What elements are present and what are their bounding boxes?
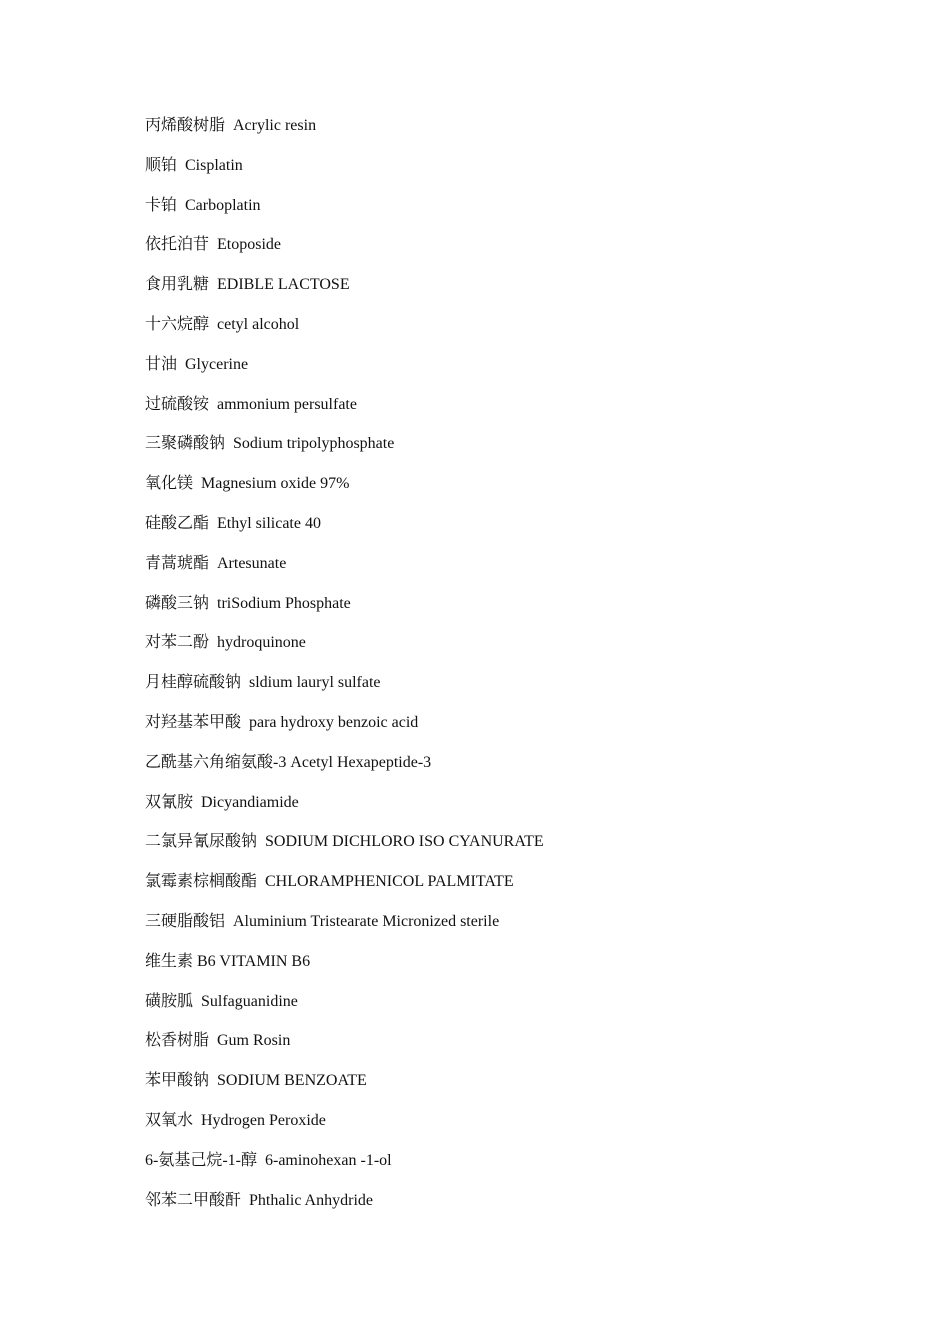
list-item: 青蒿琥酯 Artesunate <box>145 554 287 572</box>
list-item: 维生素 B6 VITAMIN B6 <box>145 952 311 970</box>
list-item: 三聚磷酸钠 Sodium tripolyphosphate <box>145 435 395 453</box>
list-item: 双氰胺 Dicyandiamide <box>145 793 299 811</box>
list-item: 松香树脂 Gum Rosin <box>145 1032 291 1050</box>
list-item: 氧化镁 Magnesium oxide 97% <box>145 475 350 493</box>
chemical-name-list <box>145 112 905 1226</box>
list-item: 顺铂 Cisplatin <box>145 156 243 174</box>
list-item: 苯甲酸钠 SODIUM BENZOATE <box>145 1072 367 1090</box>
list-item: 月桂醇硫酸钠 sldium lauryl sulfate <box>145 674 381 692</box>
list-item: 磺胺胍 Sulfaguanidine <box>145 992 298 1010</box>
list-item: 依托泊苷 Etoposide <box>145 236 281 254</box>
list-item: 6-氨基己烷-1-醇 6-aminohexan -1-ol <box>145 1151 392 1169</box>
list-item: 二氯异氰尿酸钠 SODIUM DICHLORO ISO CYANURATE <box>145 833 544 851</box>
list-item: 乙酰基六角缩氨酸-3 Acetyl Hexapeptide-3 <box>145 753 432 771</box>
list-item: 对苯二酚 hydroquinone <box>145 634 306 652</box>
list-item: 对羟基苯甲酸 para hydroxy benzoic acid <box>145 713 419 731</box>
list-item: 硅酸乙酯 Ethyl silicate 40 <box>145 514 321 532</box>
list-item: 甘油 Glycerine <box>145 355 249 373</box>
list-item: 氯霉素棕榈酸酯 CHLORAMPHENICOL PALMITATE <box>145 873 514 891</box>
list-item: 邻苯二甲酸酐 Phthalic Anhydride <box>145 1191 373 1209</box>
list-item: 丙烯酸树脂 Acrylic resin <box>145 117 317 134</box>
list-item: 双氧水 Hydrogen Peroxide <box>145 1111 326 1129</box>
list-item: 过硫酸铵 ammonium persulfate <box>145 395 357 413</box>
list-item: 食用乳糖 EDIBLE LACTOSE <box>145 276 350 294</box>
list-item: 磷酸三钠 triSodium Phosphate <box>145 594 351 612</box>
list-item: 三硬脂酸铝 Aluminium Tristearate Micronized sterile <box>145 912 500 930</box>
list-item: 十六烷醇 cetyl alcohol <box>145 315 300 333</box>
list-item: 卡铂 Carboplatin <box>145 196 261 214</box>
